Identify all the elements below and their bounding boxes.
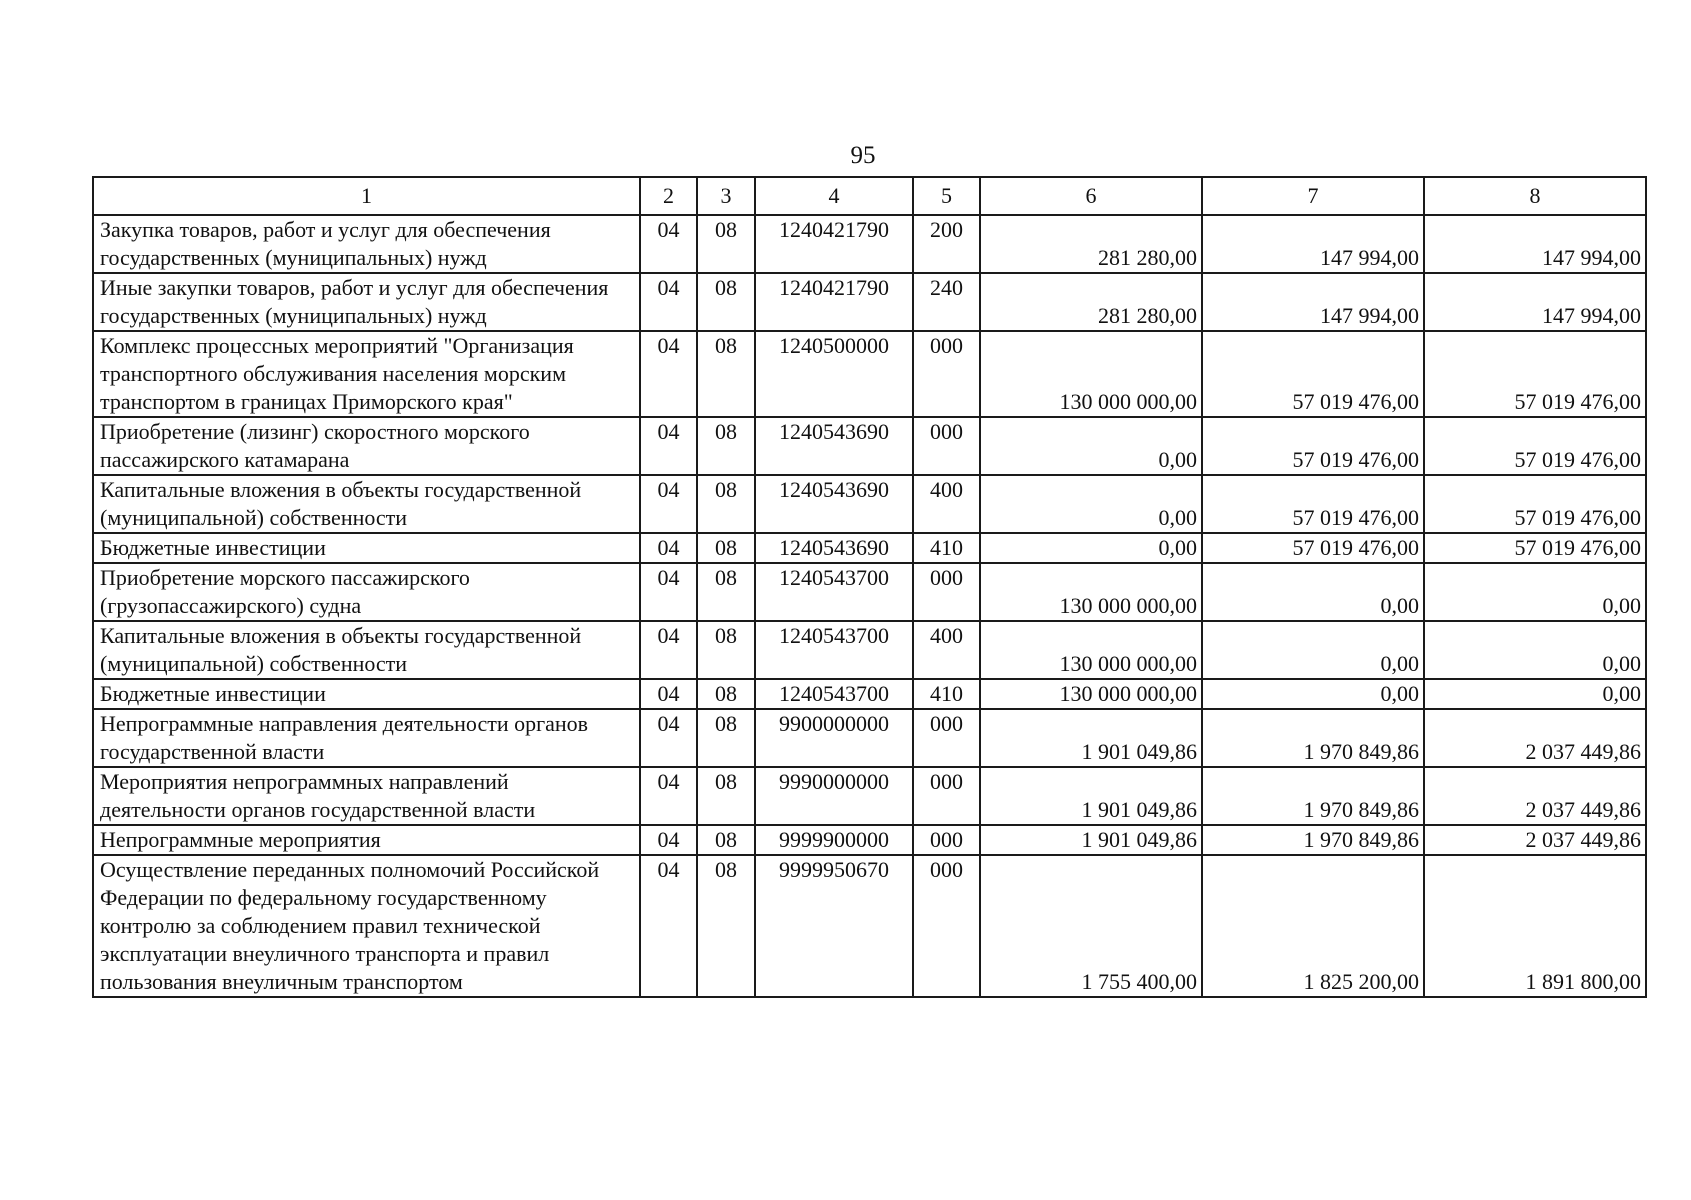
subsection-code-cell: 08 [697, 563, 755, 621]
header-cell-2: 2 [640, 177, 697, 215]
section-code-cell: 04 [640, 855, 697, 997]
amount-col8-cell: 0,00 [1424, 563, 1646, 621]
amount-col8-cell: 2 037 449,86 [1424, 709, 1646, 767]
section-code-cell: 04 [640, 767, 697, 825]
target-article-cell: 1240543700 [755, 563, 913, 621]
amount-col7-cell: 57 019 476,00 [1202, 475, 1424, 533]
amount-col6-cell: 130 000 000,00 [980, 621, 1202, 679]
table-row [93, 679, 1646, 709]
amount-col6-cell: 0,00 [980, 475, 1202, 533]
header-row [93, 177, 1646, 215]
subsection-code-cell: 08 [697, 709, 755, 767]
target-article-cell: 1240543690 [755, 417, 913, 475]
expense-type-cell: 000 [913, 331, 980, 417]
expense-type-cell: 200 [913, 215, 980, 273]
amount-col7-cell: 1 825 200,00 [1202, 855, 1424, 997]
table-row [93, 331, 1646, 417]
amount-col6-cell: 1 755 400,00 [980, 855, 1202, 997]
target-article-cell: 9999950670 [755, 855, 913, 997]
amount-col8-cell: 2 037 449,86 [1424, 767, 1646, 825]
expense-type-cell: 000 [913, 709, 980, 767]
target-article-cell: 1240543690 [755, 475, 913, 533]
expense-name-cell: Непрограммные направления деятельности органов государственной власти [93, 709, 640, 767]
section-code-cell: 04 [640, 679, 697, 709]
table-row [93, 215, 1646, 273]
expense-type-cell: 400 [913, 475, 980, 533]
target-article-cell: 1240500000 [755, 331, 913, 417]
amount-col8-cell: 2 037 449,86 [1424, 825, 1646, 855]
expense-name-cell: Приобретение морского пассажирского (грузопассажирского) судна [93, 563, 640, 621]
expense-name-cell: Капитальные вложения в объекты государственной (муниципальной) собственности [93, 621, 640, 679]
header-cell-8: 8 [1424, 177, 1646, 215]
section-code-cell: 04 [640, 621, 697, 679]
expense-name-cell: Капитальные вложения в объекты государственной (муниципальной) собственности [93, 475, 640, 533]
target-article-cell: 1240543690 [755, 533, 913, 563]
header-cell-5: 5 [913, 177, 980, 215]
amount-col7-cell: 0,00 [1202, 679, 1424, 709]
section-code-cell: 04 [640, 273, 697, 331]
subsection-code-cell: 08 [697, 767, 755, 825]
amount-col7-cell: 0,00 [1202, 621, 1424, 679]
expense-type-cell: 000 [913, 825, 980, 855]
header-cell-1: 1 [93, 177, 640, 215]
amount-col8-cell: 57 019 476,00 [1424, 417, 1646, 475]
expense-name-cell: Непрограммные мероприятия [93, 825, 640, 855]
amount-col8-cell: 57 019 476,00 [1424, 475, 1646, 533]
amount-col6-cell: 1 901 049,86 [980, 825, 1202, 855]
table-row [93, 767, 1646, 825]
expense-type-cell: 240 [913, 273, 980, 331]
amount-col7-cell: 147 994,00 [1202, 273, 1424, 331]
amount-col8-cell: 57 019 476,00 [1424, 331, 1646, 417]
subsection-code-cell: 08 [697, 855, 755, 997]
expense-name-cell: Иные закупки товаров, работ и услуг для обеспечения государственных (муниципальных) нужд [93, 273, 640, 331]
subsection-code-cell: 08 [697, 417, 755, 475]
amount-col6-cell: 1 901 049,86 [980, 709, 1202, 767]
header-cell-6: 6 [980, 177, 1202, 215]
amount-col8-cell: 147 994,00 [1424, 273, 1646, 331]
amount-col7-cell: 1 970 849,86 [1202, 825, 1424, 855]
subsection-code-cell: 08 [697, 273, 755, 331]
target-article-cell: 1240543700 [755, 679, 913, 709]
amount-col7-cell: 147 994,00 [1202, 215, 1424, 273]
subsection-code-cell: 08 [697, 533, 755, 563]
section-code-cell: 04 [640, 417, 697, 475]
amount-col7-cell: 1 970 849,86 [1202, 709, 1424, 767]
target-article-cell: 9900000000 [755, 709, 913, 767]
target-article-cell: 1240421790 [755, 273, 913, 331]
target-article-cell: 1240421790 [755, 215, 913, 273]
amount-col8-cell: 1 891 800,00 [1424, 855, 1646, 997]
expense-name-cell: Мероприятия непрограммных направлений деятельности органов государственной власти [93, 767, 640, 825]
amount-col6-cell: 281 280,00 [980, 215, 1202, 273]
section-code-cell: 04 [640, 563, 697, 621]
expense-type-cell: 410 [913, 533, 980, 563]
header-cell-3: 3 [697, 177, 755, 215]
header-cell-4: 4 [755, 177, 913, 215]
section-code-cell: 04 [640, 215, 697, 273]
expense-type-cell: 000 [913, 767, 980, 825]
table-row [93, 621, 1646, 679]
amount-col6-cell: 281 280,00 [980, 273, 1202, 331]
table-row [93, 475, 1646, 533]
expense-type-cell: 000 [913, 563, 980, 621]
amount-col7-cell: 57 019 476,00 [1202, 533, 1424, 563]
amount-col8-cell: 0,00 [1424, 621, 1646, 679]
table-row [93, 533, 1646, 563]
expense-name-cell: Комплекс процессных мероприятий "Организация транспортного обслуживания населения морским транспортом в границах Приморского края" [93, 331, 640, 417]
target-article-cell: 9999900000 [755, 825, 913, 855]
subsection-code-cell: 08 [697, 475, 755, 533]
section-code-cell: 04 [640, 331, 697, 417]
section-code-cell: 04 [640, 533, 697, 563]
table-row [93, 563, 1646, 621]
target-article-cell: 1240543700 [755, 621, 913, 679]
table-row [93, 417, 1646, 475]
amount-col7-cell: 1 970 849,86 [1202, 767, 1424, 825]
amount-col7-cell: 57 019 476,00 [1202, 331, 1424, 417]
subsection-code-cell: 08 [697, 621, 755, 679]
header-cell-7: 7 [1202, 177, 1424, 215]
expense-name-cell: Бюджетные инвестиции [93, 679, 640, 709]
expense-type-cell: 000 [913, 417, 980, 475]
amount-col6-cell: 0,00 [980, 533, 1202, 563]
target-article-cell: 9990000000 [755, 767, 913, 825]
amount-col7-cell: 0,00 [1202, 563, 1424, 621]
subsection-code-cell: 08 [697, 331, 755, 417]
amount-col6-cell: 130 000 000,00 [980, 563, 1202, 621]
subsection-code-cell: 08 [697, 679, 755, 709]
amount-col8-cell: 57 019 476,00 [1424, 533, 1646, 563]
table-row [93, 709, 1646, 767]
page-number: 95 [850, 142, 876, 169]
amount-col6-cell: 1 901 049,86 [980, 767, 1202, 825]
section-code-cell: 04 [640, 475, 697, 533]
amount-col6-cell: 130 000 000,00 [980, 679, 1202, 709]
subsection-code-cell: 08 [697, 825, 755, 855]
amount-col6-cell: 0,00 [980, 417, 1202, 475]
expense-name-cell: Бюджетные инвестиции [93, 533, 640, 563]
table-row [93, 825, 1646, 855]
amount-col8-cell: 0,00 [1424, 679, 1646, 709]
expense-type-cell: 410 [913, 679, 980, 709]
budget-table [92, 176, 1647, 998]
table-body [93, 215, 1646, 997]
expense-type-cell: 000 [913, 855, 980, 997]
amount-col6-cell: 130 000 000,00 [980, 331, 1202, 417]
section-code-cell: 04 [640, 825, 697, 855]
amount-col8-cell: 147 994,00 [1424, 215, 1646, 273]
table-row [93, 855, 1646, 997]
expense-type-cell: 400 [913, 621, 980, 679]
expense-name-cell: Приобретение (лизинг) скоростного морского пассажирского катамарана [93, 417, 640, 475]
expense-name-cell: Осуществление переданных полномочий Российской Федерации по федеральному государственному контролю за соблюдением правил технической эксплуатации внеуличного транспорта и правил пользования внеуличным транспортом [93, 855, 640, 997]
subsection-code-cell: 08 [697, 215, 755, 273]
section-code-cell: 04 [640, 709, 697, 767]
amount-col7-cell: 57 019 476,00 [1202, 417, 1424, 475]
expense-name-cell: Закупка товаров, работ и услуг для обеспечения государственных (муниципальных) нужд [93, 215, 640, 273]
table-row [93, 273, 1646, 331]
